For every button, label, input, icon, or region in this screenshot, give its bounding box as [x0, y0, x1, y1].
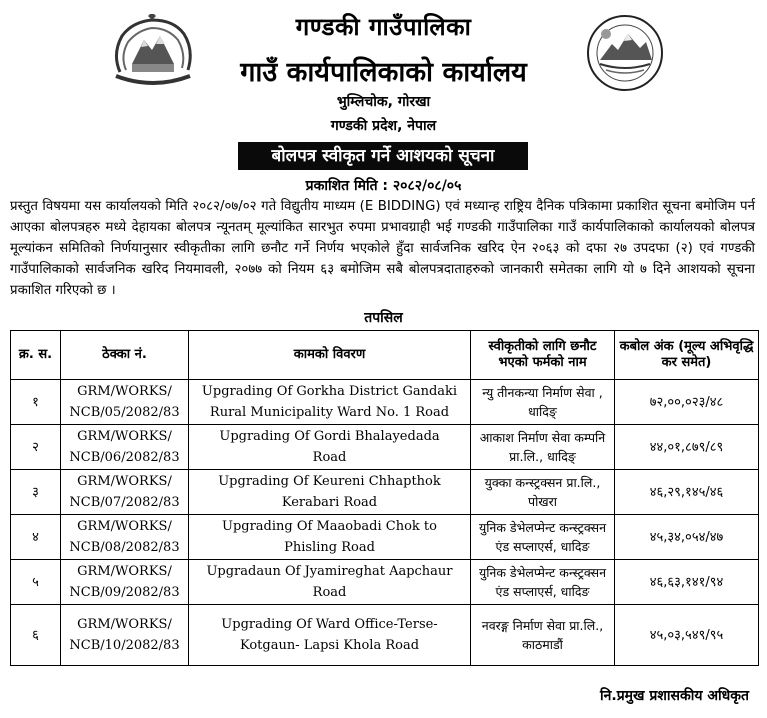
contract-no-line: NCB/07/2082/83 — [69, 495, 180, 510]
row-contract-no — [61, 560, 189, 605]
row-firm — [471, 605, 615, 666]
row-description — [189, 470, 471, 515]
address-line-2: गण्डकी प्रदेश, नेपाल — [330, 118, 437, 134]
table-row — [11, 470, 759, 515]
row-contract-no — [61, 605, 189, 666]
row-description — [189, 560, 471, 605]
firm-line: नवरङ्ग निर्माण सेवा प्रा.लि., — [481, 618, 604, 633]
description-line: Upgrading Of Ward Office-Terse- — [221, 617, 438, 632]
col-firm: स्वीकृतीको लागि छनौट भएको फर्मको नाम — [471, 331, 615, 380]
row-contract-no — [61, 470, 189, 515]
row-contract-no — [61, 515, 189, 560]
description-line: Upgradaun Of Jyamireghat Aapchaur — [206, 564, 453, 579]
contract-no-line: NCB/08/2082/83 — [69, 540, 180, 555]
table-row — [11, 425, 759, 470]
row-amount: ४६,६३,१४१/९४ — [615, 560, 759, 605]
contract-no-line: GRM/WORKS/ — [77, 474, 172, 489]
row-amount: ४६,२९,१४५/४६ — [615, 470, 759, 515]
row-firm — [471, 470, 615, 515]
contract-no-line: GRM/WORKS/ — [77, 617, 172, 632]
row-firm — [471, 515, 615, 560]
signoff: नि.प्रमुख प्रशासकीय अधिकृत — [600, 688, 749, 704]
description-line: Upgrading Of Gordi Bhalayedada — [219, 429, 440, 444]
row-firm — [471, 560, 615, 605]
firm-line: एंड सप्लाएर्स, धादिङ — [495, 539, 590, 554]
table-header-row — [11, 331, 759, 380]
row-amount: ४४,०१,८७९/८९ — [615, 425, 759, 470]
row-sn: २ — [11, 425, 61, 470]
table-row — [11, 380, 759, 425]
row-amount: ४५,३४,०५४/४७ — [615, 515, 759, 560]
contract-no-line: NCB/05/2082/83 — [69, 405, 180, 420]
row-description — [189, 425, 471, 470]
description-line: Upgrading Of Keureni Chhapthok — [218, 474, 441, 489]
description-line: Road — [312, 585, 347, 600]
address-line-1: भुम्लिचोक, गोरखा — [336, 94, 431, 110]
description-line: Kerabari Road — [281, 495, 378, 510]
row-sn: ४ — [11, 515, 61, 560]
row-sn: ५ — [11, 560, 61, 605]
row-amount: ७२,००,०२३/४८ — [615, 380, 759, 425]
row-sn: ६ — [11, 605, 61, 666]
row-description — [189, 380, 471, 425]
description-line: Kotgaun- Lapsi Khola Road — [239, 638, 420, 653]
firm-line: आकाश निर्माण सेवा कम्पनि — [479, 430, 606, 445]
row-firm — [471, 425, 615, 470]
published-date: प्रकाशित मिति : २०८२/०८/०५ — [305, 178, 462, 194]
row-amount: ४५,०३,५४९/९५ — [615, 605, 759, 666]
col-amount: कबोल अंक (मूल्य अभिवृद्धि कर समेत) — [615, 331, 759, 380]
row-contract-no — [61, 380, 189, 425]
row-sn: १ — [11, 380, 61, 425]
notice-title: बोलपत्र स्वीकृत गर्ने आशयको सूचना — [238, 142, 528, 170]
description-line: Upgrading Of Maaobadi Chok to — [221, 519, 437, 534]
table-heading: तपसिल — [364, 310, 403, 326]
firm-line: धादिङ् — [528, 404, 557, 419]
firm-line: पोखरा — [528, 494, 557, 509]
contract-no-line: GRM/WORKS/ — [77, 429, 172, 444]
col-sn: क्र. स. — [11, 331, 61, 380]
contract-no-line: GRM/WORKS/ — [77, 519, 172, 534]
contract-no-line: GRM/WORKS/ — [77, 564, 172, 579]
row-sn: ३ — [11, 470, 61, 515]
description-line: Road — [312, 450, 347, 465]
firm-line: युनिक डेभेलप्मेन्ट कन्स्ट्रक्सन — [478, 520, 607, 535]
office-name: गाउँ कार्यपालिकाको कार्यालय — [240, 57, 527, 88]
notice-body: प्रस्तुत विषयमा यस कार्यालयको मिति २०८२/०७/०२ गते विद्युतीय माध्यम (E BIDDING) एवं मध्यान्ह राष्ट्रिय दैनिक पत्रिकामा प्रकाशित सूचना बमोजिम पर्न आएका बोलपत्रहरु मध्ये देहायका बोलपत्र न्यूनतम् मूल्यांकित सारभुत रुपमा प्रभावग्राही भई गण्डकी गाउँपालिका गाउँ कार्यपालिकाको कार्यालयको बोलपत्र मूल्यांकन समितिको निर्णयानुसार स्वीकृतीका लागि छनौट गर्ने निर्णय भएकोले हुँदा सार्वजनिक खरिद ऐन २०६३ को दफा २७ उपदफा (२) एवं गण्डकी गाउँपालिकाको सार्वजनिक खरिद नियमावली, २०७७ को नियम ६३ बमोजिम सबै बोलपत्रदाताहरुको जानकारी समेतका लागि यो ७ दिने आशयको सूचना प्रकाशित गरिएको छ । — [10, 199, 755, 298]
row-description — [189, 605, 471, 666]
firm-line: न्यु तीनकन्या निर्माण सेवा , — [482, 385, 603, 400]
contract-no-line: NCB/06/2082/83 — [69, 450, 180, 465]
col-contract-no: ठेक्का नं. — [61, 331, 189, 380]
row-description — [189, 515, 471, 560]
table-row — [11, 605, 759, 666]
bid-table — [10, 330, 759, 666]
org-name: गण्डकी गाउँपालिका — [295, 13, 472, 41]
description-line: Phisling Road — [284, 540, 375, 555]
firm-line: प्रा.लि., धादिङ् — [509, 449, 576, 464]
row-firm — [471, 380, 615, 425]
firm-line: युक्का कन्स्ट्रक्सन प्रा.लि., — [484, 475, 601, 490]
table-row — [11, 515, 759, 560]
firm-line: एंड सप्लाएर्स, धादिङ — [495, 584, 590, 599]
contract-no-line: NCB/10/2082/83 — [69, 638, 180, 653]
description-line: Upgrading Of Gorkha District Gandaki — [201, 384, 458, 399]
description-line: Rural Municipality Ward No. 1 Road — [209, 405, 450, 420]
row-contract-no — [61, 425, 189, 470]
col-description: कामको विवरण — [189, 331, 471, 380]
contract-no-line: GRM/WORKS/ — [77, 384, 172, 399]
firm-line: काठमाडौं — [522, 637, 563, 652]
contract-no-line: NCB/09/2082/83 — [69, 585, 180, 600]
table-row — [11, 560, 759, 605]
firm-line: युनिक डेभेलप्मेन्ट कन्स्ट्रक्सन — [478, 565, 607, 580]
